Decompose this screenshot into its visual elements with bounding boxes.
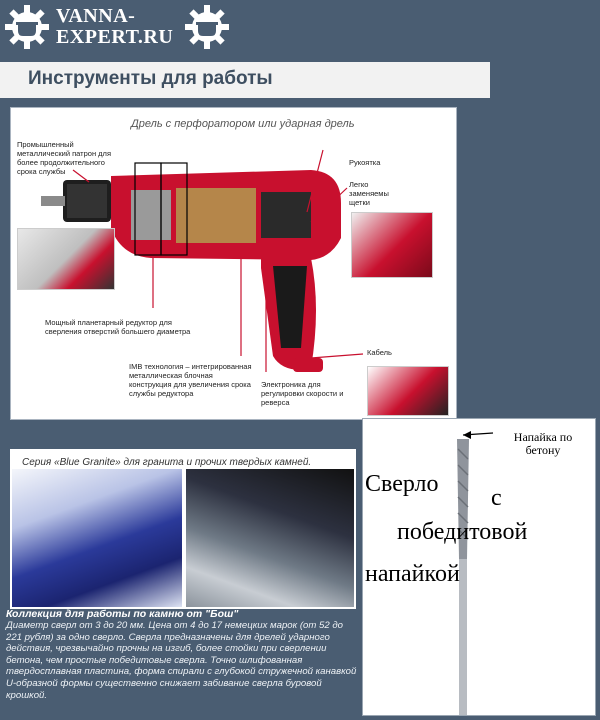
site-logo[interactable] — [0, 0, 240, 56]
blue-drill-image — [12, 469, 182, 607]
bit-label-line3: победитовой — [397, 519, 528, 545]
stone-heading: Коллекция для работы по камню от "Бош" — [6, 608, 239, 620]
label-chuck: Промышленный металлический патрон для более продолжительного срока службы — [17, 140, 111, 176]
label-gearbox: Мощный планетарный редуктор для сверления отверстий большего диаметра — [45, 318, 191, 336]
page-title-bar — [0, 62, 490, 98]
drill-bit-panel — [362, 418, 596, 716]
label-imb: IMB технология – интегрированная металлическая блочная конструкция для увеличения срока службы редуктора — [129, 362, 252, 398]
logo-text: VANNA- EXPERT.RU — [56, 5, 174, 48]
label-electronics: Электроника для регулировки скорости и реверса — [261, 380, 344, 407]
bit-label-line2: с — [491, 485, 502, 511]
chuck-detail-image — [17, 228, 115, 290]
brushes-detail-image — [351, 212, 433, 278]
page-title: Инструменты для работы — [28, 68, 273, 89]
stone-drills-panel — [10, 449, 356, 609]
label-brushes: Легко заменяемы щетки — [349, 180, 389, 207]
cable-detail-image — [367, 366, 449, 416]
bit-label-line1: Сверло — [365, 471, 439, 497]
bit-label-line4: напайкой — [365, 561, 460, 587]
label-cable: Кабель — [367, 348, 392, 357]
drill-diagram — [10, 107, 457, 420]
stone-body: Диаметр сверл от 3 до 20 мм. Цена от 4 до 17 немецких марок (от 52 до 221 рубля) за одно сверло. Сверла предназначены для дрелей ударного действия, чрезвычайно прочны на изгиб, более стойки при сверлении бетона, чем простые победитовые сверла. Точно шлифованная твердосплавная пластина, форма спирали с глубокой стружечной канавкой U-образной формы существенно снижает забивание сверла буровой крошкой. — [6, 620, 357, 701]
gear-icon — [184, 4, 230, 50]
stone-collection-description — [6, 608, 358, 701]
drill-caption: Дрель с перфоратором или ударная дрель — [131, 118, 355, 130]
label-handle: Рукоятка — [349, 158, 381, 167]
bit-tip-note: Напайка по бетону — [513, 430, 573, 457]
drilling-granite-image — [186, 469, 354, 607]
gear-icon — [4, 4, 50, 50]
stone-caption: Серия «Blue Granite» для гранита и прочих твердых камней. — [22, 457, 312, 468]
